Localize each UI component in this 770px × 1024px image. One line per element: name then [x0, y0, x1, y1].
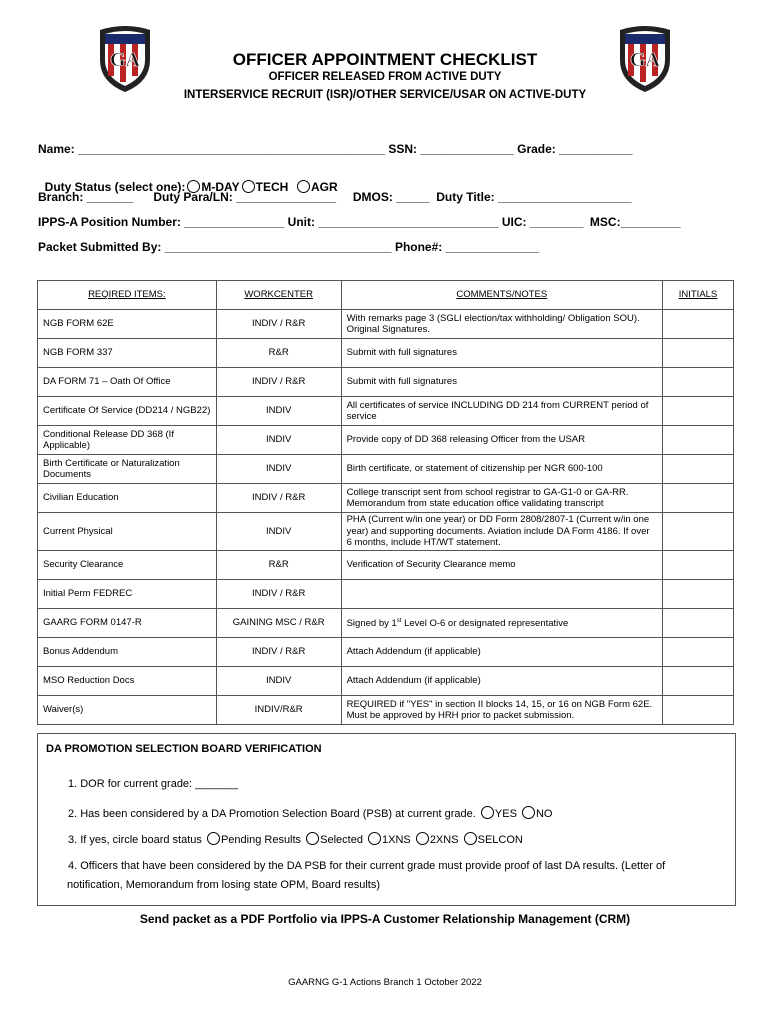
item-cell: NGB FORM 62E [38, 310, 217, 339]
initials-cell[interactable] [663, 638, 734, 667]
table-row [38, 696, 734, 725]
comment-cell: All certificates of service INCLUDING DD 214 from CURRENT period of service [341, 397, 662, 426]
option-yes: YES [494, 808, 517, 820]
required-items-table [37, 280, 734, 725]
comment-cell: Signed by 1st Level O-6 or designated representative [341, 609, 662, 638]
promotion-item-2-text: 2. Has been considered by a DA Promotion Selection Board (PSB) at current grade. [68, 808, 476, 820]
option-selected: Selected [320, 834, 363, 846]
comment-cell [341, 580, 662, 609]
workcenter-cell: R&R [216, 551, 341, 580]
comment-cell: Birth certificate, or statement of citizenship per NGR 600-100 [341, 455, 662, 484]
page-title: OFFICER APPOINTMENT CHECKLIST [232, 50, 538, 69]
option-2xns: 2XNS [429, 834, 459, 846]
workcenter-cell: INDIV/R&R [216, 696, 341, 725]
option-mday: M-DAY [201, 180, 240, 194]
item-cell: Conditional Release DD 368 (If Applicable) [38, 426, 217, 455]
table-row [38, 426, 734, 455]
footer: GAARNG G-1 Actions Branch 1 October 2022 [288, 977, 482, 988]
promotion-item-4 [68, 860, 665, 872]
promotion-item-4-text: Officers that have been considered by the DA PSB for their current grade must provide proof of last DA results. (Letter of [80, 860, 666, 872]
item-cell: Waiver(s) [38, 696, 217, 725]
table-row [38, 339, 734, 368]
page-subtitle-1: OFFICER RELEASED FROM ACTIVE DUTY [268, 71, 502, 83]
item-cell: Bonus Addendum [38, 638, 217, 667]
radio-pending-results[interactable] [207, 832, 220, 845]
item-cell: MSO Reduction Docs [38, 667, 217, 696]
table-row [38, 638, 734, 667]
initials-cell[interactable] [663, 455, 734, 484]
radio-yes[interactable] [481, 806, 494, 819]
workcenter-cell: INDIV / R&R [216, 310, 341, 339]
initials-cell[interactable] [663, 484, 734, 513]
option-agr: AGR [310, 180, 338, 194]
radio-no[interactable] [522, 806, 535, 819]
table-row [38, 609, 734, 638]
table-row [38, 580, 734, 609]
radio-selected[interactable] [306, 832, 319, 845]
workcenter-cell: GAINING MSC / R&R [216, 609, 341, 638]
comment-cell: Submit with full signatures [341, 339, 662, 368]
table-row [38, 484, 734, 513]
comment-cell: Attach Addendum (if applicable) [341, 667, 662, 696]
item-cell: NGB FORM 337 [38, 339, 217, 368]
promotion-item-3 [68, 832, 523, 846]
option-pending-results: Pending Results [220, 834, 302, 846]
promotion-item-1[interactable]: 1. DOR for current grade: _______ [68, 778, 238, 790]
promotion-item-4-num: 4. [68, 860, 78, 872]
packet-submitted-line[interactable]: Packet Submitted By: __________________________________ Phone#: ______________ [38, 240, 540, 254]
comment-cell: Verification of Security Clearance memo [341, 551, 662, 580]
workcenter-cell: INDIV / R&R [216, 368, 341, 397]
table-body [38, 310, 734, 725]
initials-cell[interactable] [663, 609, 734, 638]
svg-text:GA: GA [110, 49, 140, 71]
send-packet-note: Send packet as a PDF Portfolio via IPPS-A Customer Relationship Management (CRM) [139, 912, 631, 926]
workcenter-cell: INDIV [216, 426, 341, 455]
table-row [38, 551, 734, 580]
option-selcon: SELCON [477, 834, 523, 846]
workcenter-cell: INDIV / R&R [216, 484, 341, 513]
item-cell: Birth Certificate or Naturalization Documents [38, 455, 217, 484]
initials-cell[interactable] [663, 368, 734, 397]
page-subtitle-2: INTERSERVICE RECRUIT (ISR)/OTHER SERVICE/USAR ON ACTIVE-DUTY [183, 89, 587, 101]
promotion-item-2 [68, 806, 552, 820]
svg-text:GA: GA [630, 49, 660, 71]
promotion-item-4-text-cont: notification, Memorandum from losing state OPM, Board results) [67, 879, 381, 891]
item-cell: Initial Perm FEDREC [38, 580, 217, 609]
promotion-title: DA PROMOTION SELECTION BOARD VERIFICATION [46, 743, 322, 755]
table-row [38, 667, 734, 696]
branch-line[interactable]: Branch: _______ Duty Para/LN: _______________ DMOS: _____ Duty Title: ____________________ [38, 190, 632, 204]
option-1xns: 1XNS [382, 834, 411, 846]
comment-cell: With remarks page 3 (SGLI election/tax withholding/ Obligation SOU). Original Signatures. [341, 310, 662, 339]
radio-1xns[interactable] [368, 832, 381, 845]
workcenter-cell: INDIV [216, 397, 341, 426]
comment-cell: PHA (Current w/in one year) or DD Form 2808/2807-1 (Current w/in one year) and supporting documents. Aviation include DA Form 4186. If over 6 months, include HT/WT statement. [341, 513, 662, 551]
option-no: NO [535, 808, 553, 820]
initials-cell[interactable] [663, 426, 734, 455]
radio-2xns[interactable] [416, 832, 429, 845]
table-row [38, 455, 734, 484]
table-row [38, 310, 734, 339]
initials-cell[interactable] [663, 339, 734, 368]
table-row [38, 368, 734, 397]
comment-cell: Submit with full signatures [341, 368, 662, 397]
header-required-items: REQIRED ITEMS: [38, 281, 217, 310]
ipps-line[interactable]: IPPS-A Position Number: _______________ Unit: ___________________________ UIC: ________ MSC:_________ [38, 215, 681, 229]
initials-cell[interactable] [663, 580, 734, 609]
item-cell: Current Physical [38, 513, 217, 551]
table-row [38, 397, 734, 426]
table-row [38, 513, 734, 551]
duty-status-label: Duty Status (select one): [44, 180, 186, 194]
initials-cell[interactable] [663, 667, 734, 696]
promotion-item-3-text: 3. If yes, circle board status [68, 834, 202, 846]
workcenter-cell: INDIV [216, 513, 341, 551]
promotion-board-section [37, 733, 736, 906]
radio-selcon[interactable] [464, 832, 477, 845]
item-cell: DA FORM 71 – Oath Of Office [38, 368, 217, 397]
name-ssn-grade-line[interactable]: Name: ______________________________________________ SSN: ______________ Grade: ___________ [38, 142, 633, 156]
workcenter-cell: R&R [216, 339, 341, 368]
item-cell: Civilian Education [38, 484, 217, 513]
workcenter-cell: INDIV [216, 667, 341, 696]
initials-cell[interactable] [663, 310, 734, 339]
initials-cell[interactable] [663, 397, 734, 426]
header-initials: INITIALS [663, 281, 734, 310]
workcenter-cell: INDIV / R&R [216, 580, 341, 609]
item-cell: GAARG FORM 0147-R [38, 609, 217, 638]
table-header-row [38, 281, 734, 310]
option-tech: TECH [255, 180, 289, 194]
initials-cell[interactable] [663, 513, 734, 551]
comment-cell: Provide copy of DD 368 releasing Officer from the USAR [341, 426, 662, 455]
comment-cell: REQUIRED if "YES" in section II blocks 14, 15, or 16 on NGB Form 62E. Must be approved by HRH prior to packet submission. [341, 696, 662, 725]
workcenter-cell: INDIV [216, 455, 341, 484]
item-cell: Security Clearance [38, 551, 217, 580]
initials-cell[interactable] [663, 551, 734, 580]
comment-cell: College transcript sent from school registrar to GA-G1-0 or GA-RR. Memorandum from state education office validating transcript [341, 484, 662, 513]
header-comments: COMMENTS/NOTES [341, 281, 662, 310]
header-workcenter: WORKCENTER [216, 281, 341, 310]
comment-cell: Attach Addendum (if applicable) [341, 638, 662, 667]
item-cell: Certificate Of Service (DD214 / NGB22) [38, 397, 217, 426]
initials-cell[interactable] [663, 696, 734, 725]
workcenter-cell: INDIV / R&R [216, 638, 341, 667]
